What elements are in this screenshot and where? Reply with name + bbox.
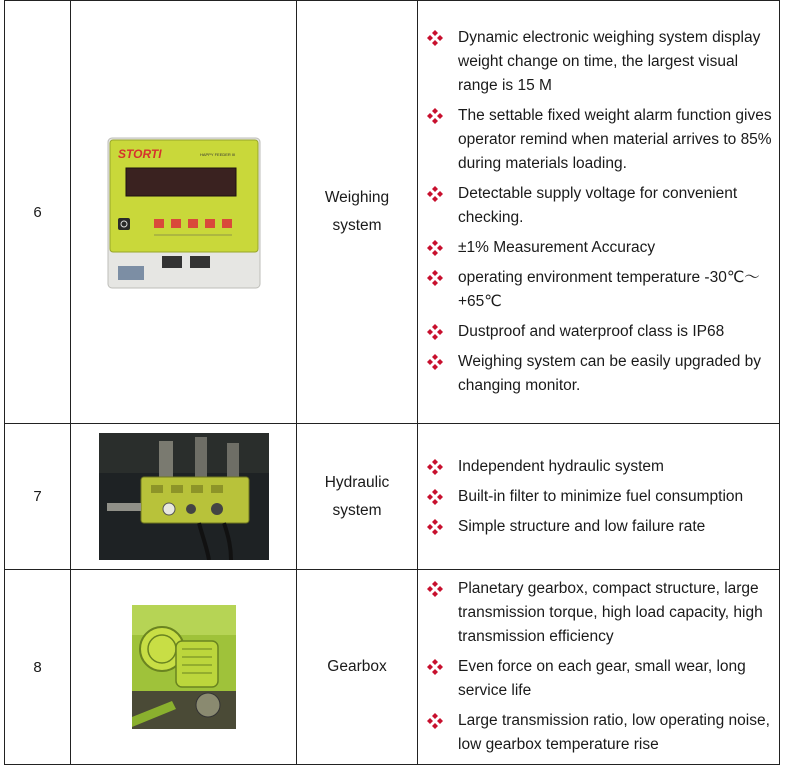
diamond-bullet-icon [426, 320, 444, 344]
feature-list [418, 455, 779, 539]
list-item [418, 455, 779, 479]
diamond-bullet-icon [426, 350, 444, 374]
list-item [418, 515, 779, 539]
list-item [418, 236, 779, 260]
monitor-brand: STORTI [117, 147, 162, 161]
list-item [418, 266, 779, 314]
feature-text: ±1% Measurement Accuracy [458, 239, 656, 256]
feature-text: operating environment temperature -30℃～+65℃ [458, 269, 760, 310]
feature-text: Built-in filter to minimize fuel consumption [458, 487, 744, 505]
item-name: Hydraulic [324, 473, 390, 491]
list-item [418, 485, 779, 509]
diamond-bullet-icon [426, 709, 444, 733]
list-item [418, 350, 779, 398]
features-cell [418, 1, 780, 424]
table-row [5, 424, 780, 570]
list-item [418, 320, 779, 344]
diamond-bullet-icon [426, 455, 444, 479]
diamond-bullet-icon [426, 236, 444, 260]
list-item [418, 655, 779, 703]
diamond-bullet-icon [426, 577, 444, 601]
list-item [418, 182, 779, 230]
diamond-bullet-icon [426, 655, 444, 679]
diamond-bullet-icon [426, 266, 444, 290]
item-name: Weighing [324, 189, 390, 206]
image-cell [71, 570, 297, 765]
feature-text: Independent hydraulic system [458, 457, 664, 475]
features-cell [418, 570, 780, 765]
feature-text: Even force on each gear, small wear, long service life [458, 658, 746, 699]
feature-text: The settable fixed weight alarm function gives operator remind when material arrives to 85% during materials loading. [458, 107, 772, 172]
list-item [418, 104, 779, 176]
features-cell [418, 424, 780, 570]
item-name-cell [297, 424, 418, 570]
gearbox-image [132, 605, 236, 729]
list-item [418, 577, 779, 649]
row-number: 6 [5, 1, 71, 424]
feature-text: Dynamic electronic weighing system display weight change on time, the largest visual range is 15 M [458, 29, 761, 94]
item-name-cell [297, 570, 418, 765]
feature-text: Weighing system can be easily upgraded by changing monitor. [458, 353, 761, 394]
row-number: 8 [5, 570, 71, 765]
row-number: 7 [5, 424, 71, 570]
spec-table [4, 0, 780, 765]
monitor-model: HAPPY FEEDER III [199, 152, 235, 157]
feature-text: Detectable supply voltage for convenient checking. [458, 185, 738, 226]
diamond-bullet-icon [426, 515, 444, 539]
list-item [418, 709, 779, 757]
diamond-bullet-icon [426, 485, 444, 509]
list-item [418, 26, 779, 98]
feature-list [418, 577, 779, 757]
feature-list [418, 26, 779, 398]
item-name: system [332, 501, 382, 519]
feature-text: Simple structure and low failure rate [458, 517, 706, 535]
image-cell [71, 1, 297, 424]
table-row [5, 1, 780, 424]
weighing-monitor-image [104, 132, 264, 292]
item-name: Gearbox [327, 658, 387, 675]
item-name-cell [297, 1, 418, 424]
diamond-bullet-icon [426, 26, 444, 50]
feature-text: Planetary gearbox, compact structure, large transmission torque, high load capacity, high transmission efficiency [458, 580, 763, 645]
table-row [5, 570, 780, 765]
image-cell [71, 424, 297, 570]
hydraulic-valve-image [99, 433, 269, 560]
feature-text: Large transmission ratio, low operating noise, low gearbox temperature rise [458, 712, 770, 753]
feature-text: Dustproof and waterproof class is IP68 [458, 323, 725, 340]
diamond-bullet-icon [426, 182, 444, 206]
item-name: system [332, 217, 382, 234]
diamond-bullet-icon [426, 104, 444, 128]
